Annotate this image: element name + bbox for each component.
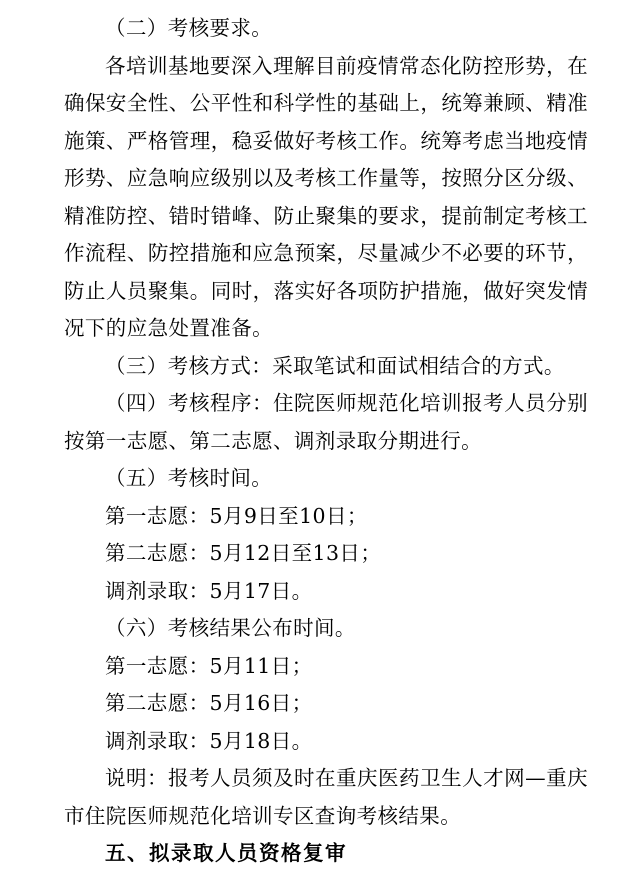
paragraph-assessment-procedure: （四）考核程序：住院医师规范化培训报考人员分别按第一志愿、第二志愿、调剂录取分期进行。 bbox=[64, 391, 588, 453]
paragraph-adjustment-result-time: 调剂录取：5月18日。 bbox=[105, 728, 313, 753]
paragraph-adjustment-admission-time: 调剂录取：5月17日。 bbox=[105, 578, 313, 603]
paragraph-second-choice-result-time: 第二志愿：5月16日； bbox=[105, 691, 313, 715]
paragraph-result-publish-title: （六）考核结果公布时间。 bbox=[105, 616, 356, 640]
paragraph-assessment-requirements-title: （二）考核要求。 bbox=[105, 16, 273, 40]
paragraph-note: 说明：报考人员须及时在重庆医药卫生人才网—重庆市住院医师规范化培训专区查询考核结果。 bbox=[64, 766, 588, 828]
paragraph-first-choice-time: 第一志愿：5月9日至10日； bbox=[105, 503, 368, 528]
paragraph-assessment-method: （三）考核方式：采取笔试和面试相结合的方式。 bbox=[105, 353, 565, 378]
paragraph-second-choice-time: 第二志愿：5月12日至13日； bbox=[105, 541, 382, 565]
paragraph-assessment-time-title: （五）考核时间。 bbox=[105, 466, 273, 490]
paragraph-assessment-requirements-body: 各培训基地要深入理解目前疫情常态化防控形势，在确保安全性、公平性和科学性的基础上，统筹兼顾、精准施策、严格管理，稳妥做好考核工作。统筹考虑当地疫情形势、应急响应级别以及考核工作量等，按照分区分级、精准防控、错时错峰、防止聚集的要求，提前制定考核工作流程、防控措施和应急预案，尽量减少不必要的环节，防止人员聚集。同时，落实好各项防护措施，做好突发情况下的应急处置准备。 bbox=[64, 53, 588, 340]
paragraph-first-choice-result-time: 第一志愿：5月11日； bbox=[105, 653, 313, 678]
heading-candidate-qualification-review: 五、拟录取人员资格复审 bbox=[105, 841, 347, 865]
